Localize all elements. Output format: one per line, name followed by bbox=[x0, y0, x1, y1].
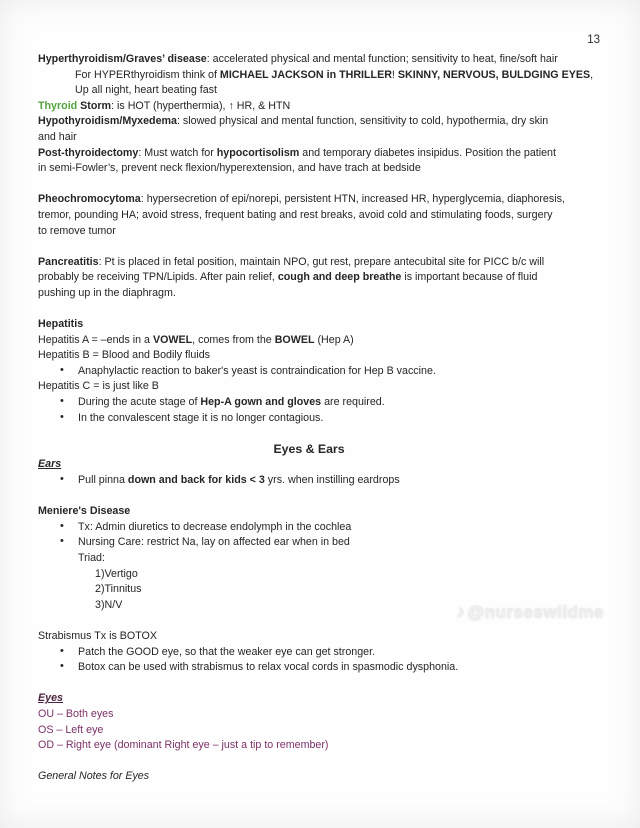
music-note-icon: ♪ bbox=[456, 601, 466, 621]
bullet-icon: • bbox=[60, 644, 64, 657]
thyroid-storm-line bbox=[38, 99, 610, 115]
text-run: Hepatitis C = is just like B bbox=[38, 380, 159, 393]
text-run: down and back for kids < 3 bbox=[127, 474, 265, 487]
text-run: Anaphylactic reaction to baker's yeast is contraindication for Hep B vaccine. bbox=[78, 364, 436, 377]
pancreatitis-line-3 bbox=[38, 286, 610, 302]
triad-item-1 bbox=[38, 567, 610, 583]
text-run: Nursing Care: restrict Na, lay on affected ear when in bed bbox=[78, 536, 350, 549]
text-run: 1)Vertigo bbox=[95, 567, 138, 580]
bullet-icon: • bbox=[60, 473, 64, 486]
text-run: Hep-A gown and gloves bbox=[200, 396, 322, 409]
hyperthyroidism-mnemonic-line-2 bbox=[38, 83, 610, 99]
pancreatitis-line-2 bbox=[38, 270, 610, 286]
text-run: OS – Left eye bbox=[38, 723, 104, 736]
text-run: , bbox=[590, 68, 594, 81]
text-run: ! bbox=[391, 68, 398, 81]
text-run: Eyes & Ears bbox=[273, 441, 345, 456]
hyperthyroidism-line bbox=[38, 52, 610, 68]
text-run: General Notes for Eyes bbox=[38, 770, 150, 783]
pheochromocytoma-line-3 bbox=[38, 224, 610, 240]
od-line bbox=[38, 738, 610, 754]
hep-a-acute-bullet bbox=[38, 395, 610, 411]
text-run: Storm bbox=[80, 99, 112, 112]
text-run: : Must watch for bbox=[138, 146, 217, 159]
hepatitis-b-bullet bbox=[38, 364, 610, 380]
text-run: : is HOT (hyperthermia), bbox=[111, 99, 229, 112]
text-run: : slowed physical and mental function, sensitivity to cold, hypothermia, dry skin bbox=[176, 115, 549, 128]
text-run: pushing up in the diaphragm. bbox=[38, 286, 176, 299]
hyperthyroidism-mnemonic-line bbox=[38, 68, 610, 84]
text-run: Meniere's Disease bbox=[38, 505, 131, 518]
text-run: OD – Right eye (dominant Right eye – just a tip to remember) bbox=[38, 739, 329, 752]
text-run: , comes from the bbox=[192, 333, 275, 346]
menieres-care-bullet bbox=[38, 535, 610, 551]
text-run: HR, & HTN bbox=[233, 99, 291, 112]
pheochromocytoma-line-2 bbox=[38, 208, 610, 224]
ears-subheading bbox=[38, 457, 610, 473]
text-run: is important because of fluid bbox=[401, 271, 538, 284]
text-run: ↑ bbox=[228, 99, 234, 112]
text-run: cough and deep breathe bbox=[277, 271, 402, 284]
text-run: During the acute stage of bbox=[78, 396, 201, 409]
post-thyroidectomy-line bbox=[38, 146, 610, 162]
menieres-heading bbox=[38, 504, 610, 520]
text-run: Tx: Admin diuretics to decrease endolymph in the cochlea bbox=[78, 520, 352, 533]
text-run: OU – Both eyes bbox=[38, 707, 114, 720]
text-run: (Hep A) bbox=[314, 333, 354, 346]
text-run: BOWEL bbox=[274, 333, 315, 346]
page-number: 13 bbox=[587, 34, 600, 46]
text-run: Botox can be used with strabismus to relax vocal cords in spasmodic dysphonia. bbox=[78, 661, 459, 674]
text-run: hypocortisolism bbox=[216, 146, 300, 159]
text-run: to remove tumor bbox=[38, 224, 116, 237]
text-run: VOWEL bbox=[152, 333, 193, 346]
hepatitis-b-line bbox=[38, 348, 610, 364]
text-run: Post-thyroidectomy bbox=[38, 146, 139, 159]
text-run: Eyes bbox=[38, 692, 63, 705]
eyes-ears-heading bbox=[38, 442, 610, 458]
pinna-bullet bbox=[38, 473, 610, 489]
text-run: For HYPERthyroidism think of bbox=[75, 68, 220, 81]
hypothyroidism-line bbox=[38, 114, 610, 130]
text-run: Strabismus Tx is BOTOX bbox=[38, 629, 157, 642]
hepatitis-c-line bbox=[38, 379, 610, 395]
text-run: tremor, pounding HA; avoid stress, frequent bating and rest breaks, avoid cold and stimulating foods, surgery bbox=[38, 208, 553, 221]
triad-label bbox=[38, 551, 610, 567]
text-run: Triad: bbox=[78, 552, 105, 564]
text-run: and hair bbox=[38, 130, 77, 143]
text-run: Ears bbox=[38, 458, 62, 471]
strabismus-line bbox=[38, 629, 610, 645]
document-body bbox=[38, 52, 610, 785]
bullet-icon: • bbox=[60, 660, 64, 673]
strabismus-patch-bullet bbox=[38, 645, 610, 661]
text-run: SKINNY, NERVOUS, BULDGING EYES bbox=[397, 68, 591, 81]
bullet-icon: • bbox=[60, 410, 64, 423]
text-run: probably be receiving TPN/Lipids. After pain relief, bbox=[38, 271, 278, 284]
text-run: yrs. when instilling eardrops bbox=[264, 474, 400, 487]
text-run: Hepatitis A = –ends in a bbox=[38, 333, 153, 346]
bullet-icon: • bbox=[60, 519, 64, 532]
bullet-icon: • bbox=[60, 535, 64, 548]
text-run: and temporary diabetes insipidus. Position the patient bbox=[299, 146, 556, 159]
watermark bbox=[456, 601, 604, 622]
text-run: Thyroid bbox=[38, 99, 78, 112]
text-run: Hypothyroidism/Myxedema bbox=[38, 115, 177, 128]
general-notes-line bbox=[38, 769, 610, 785]
bullet-icon: • bbox=[60, 395, 64, 408]
text-run: Hyperthyroidism/Graves’ disease bbox=[38, 53, 207, 65]
triad-item-2 bbox=[38, 582, 610, 598]
hep-convalescent-bullet bbox=[38, 411, 610, 427]
text-run: : accelerated physical and mental function; sensitivity to heat, fine/soft hair bbox=[206, 53, 558, 65]
hepatitis-heading bbox=[38, 317, 610, 333]
pheochromocytoma-line bbox=[38, 192, 610, 208]
text-run: in semi-Fowler’s, prevent neck flexion/hyperextension, and have trach at bedside bbox=[38, 162, 421, 175]
hepatitis-a-line bbox=[38, 333, 610, 349]
bullet-icon: • bbox=[60, 363, 64, 376]
text-run: Pancreatitis bbox=[38, 255, 99, 268]
text-run: MICHAEL JACKSON in THRILLER bbox=[219, 68, 392, 81]
text-run: 2)Tinnitus bbox=[95, 583, 142, 596]
text-run: 3)N/V bbox=[95, 598, 123, 611]
hypothyroidism-line-2 bbox=[38, 130, 610, 146]
pancreatitis-line bbox=[38, 255, 610, 271]
eyes-subheading bbox=[38, 691, 610, 707]
text-run: : hypersecretion of epi/norepi, persistent HTN, increased HR, hyperglycemia, diaphoresis, bbox=[140, 193, 565, 206]
text-run: Hepatitis B = Blood and Bodily fluids bbox=[38, 349, 210, 362]
text-run: Pheochromocytoma bbox=[38, 193, 141, 206]
text-run: Up all night, heart beating fast bbox=[75, 84, 217, 97]
text-run: are required. bbox=[321, 396, 385, 409]
text-run: In the convalescent stage it is no longer contagious. bbox=[78, 411, 324, 424]
os-line bbox=[38, 723, 610, 739]
text-run: Pull pinna bbox=[78, 474, 128, 487]
text-run: : Pt is placed in fetal position, maintain NPO, gut rest, prepare antecubital site for PICC b/c will bbox=[98, 255, 545, 268]
ou-line bbox=[38, 707, 610, 723]
watermark-handle: @nurseswildme bbox=[467, 602, 604, 621]
text-run: Patch the GOOD eye, so that the weaker eye can get stronger. bbox=[78, 645, 376, 658]
text-run: Hepatitis bbox=[38, 318, 84, 331]
menieres-tx-bullet bbox=[38, 520, 610, 536]
post-thyroidectomy-line-2 bbox=[38, 161, 610, 177]
strabismus-botox-bullet bbox=[38, 660, 610, 676]
